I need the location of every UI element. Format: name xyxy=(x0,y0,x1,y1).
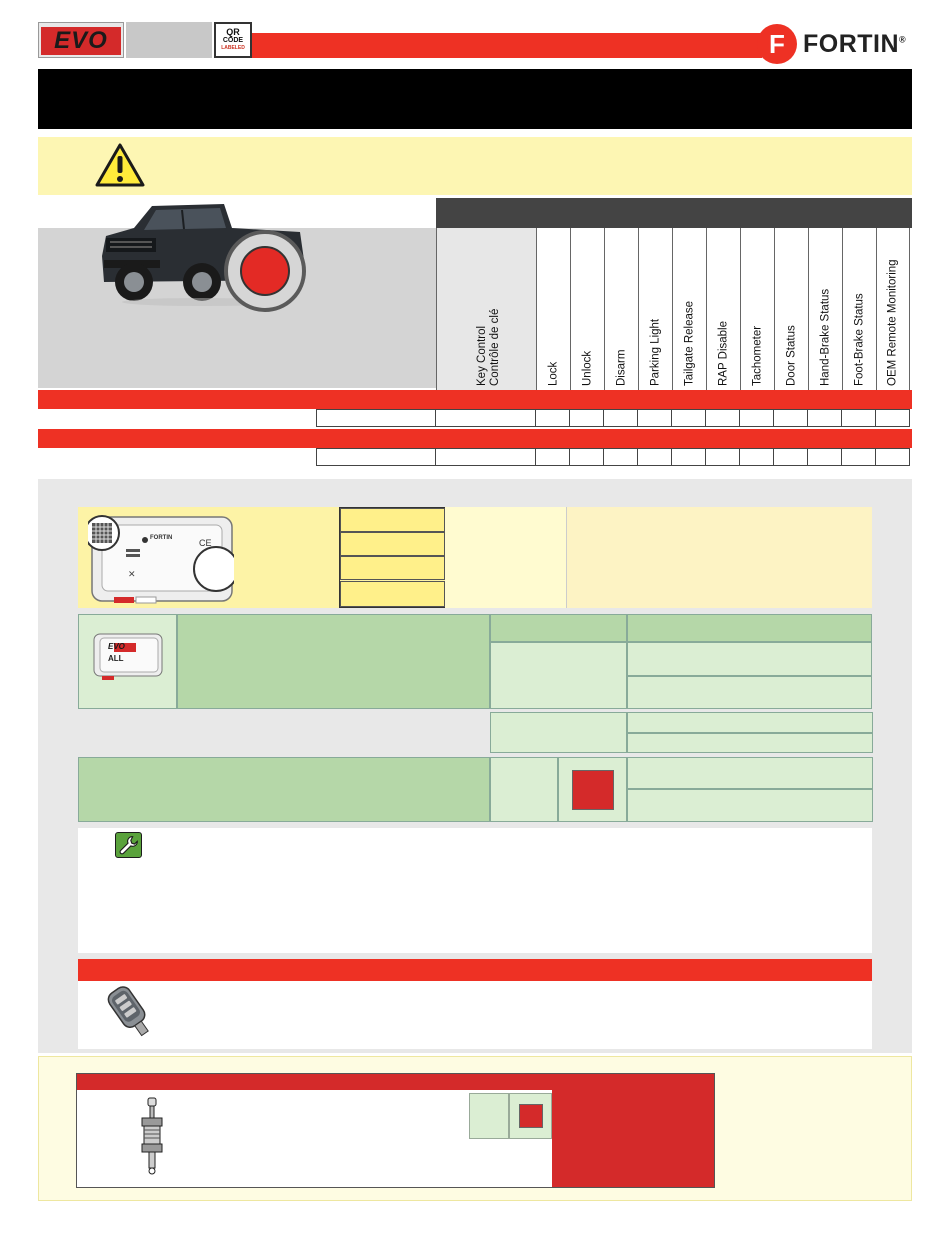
col-oem-remote-monitoring xyxy=(876,228,910,390)
module-label-brand: FORTIN xyxy=(150,535,173,541)
header-red-strip xyxy=(252,33,762,58)
col-label: Disarm xyxy=(615,349,627,386)
col-label: OEM Remote Monitoring xyxy=(886,259,899,386)
accessory-red-swatch xyxy=(519,1104,543,1128)
module-label-image xyxy=(88,515,234,605)
fortin-logo-text: FORTIN® xyxy=(803,30,907,58)
qr-code-badge xyxy=(214,22,252,58)
module-description-mid xyxy=(445,507,567,608)
svg-text:✕: ✕ xyxy=(128,569,136,579)
col-label: Parking Light xyxy=(649,318,661,386)
firmware-cell xyxy=(627,712,873,733)
option-cell xyxy=(627,789,873,822)
col-label: Key Control Contrôle de clé xyxy=(476,308,501,386)
section-red-bar-2 xyxy=(38,429,912,448)
col-label: Hand-Brake Status xyxy=(819,288,831,386)
accessory-red-panel xyxy=(552,1074,714,1187)
col-disarm xyxy=(604,228,638,390)
col-foot-brake-status xyxy=(842,228,876,390)
col-rap-disable xyxy=(706,228,740,390)
option-red-swatch xyxy=(572,770,614,810)
firmware-col-head-2 xyxy=(627,614,872,642)
hood-pin-switch-icon xyxy=(136,1096,168,1176)
qr-line-1: QR xyxy=(226,27,240,37)
evo-logo-text: EVO xyxy=(41,27,121,55)
col-label: Unlock xyxy=(581,350,593,386)
vehicle-color-indicator xyxy=(224,230,306,312)
fortin-logo-mark: F xyxy=(757,24,797,64)
col-door-status xyxy=(774,228,808,390)
header-grey-block xyxy=(126,22,212,58)
option-cell xyxy=(490,757,558,822)
col-key-control xyxy=(436,228,536,390)
warning-triangle-icon xyxy=(94,142,146,188)
key-fob-icon xyxy=(104,984,156,1040)
col-parking-light xyxy=(638,228,672,390)
col-lock xyxy=(536,228,570,390)
accessory-cell xyxy=(469,1093,509,1139)
option-description xyxy=(78,757,490,822)
col-unlock xyxy=(570,228,604,390)
module-tag-2 xyxy=(340,532,445,556)
feature-columns xyxy=(436,228,910,390)
remote-section-header xyxy=(78,959,872,981)
ce-mark: CE xyxy=(199,538,212,548)
red-status-dot xyxy=(240,246,290,296)
section-red-bar-1 xyxy=(38,390,912,409)
module-description-right xyxy=(567,507,872,608)
mini-module-sub: ALL xyxy=(108,654,124,663)
col-label: Tachometer xyxy=(751,325,763,386)
option-cell xyxy=(627,757,873,789)
col-label: Foot-Brake Status xyxy=(853,293,865,386)
warning-box xyxy=(38,137,912,195)
firmware-cell xyxy=(627,676,872,709)
feature-table-header xyxy=(436,198,912,228)
firmware-col-head-1 xyxy=(490,614,627,642)
evo-logo xyxy=(38,22,124,58)
title-bar xyxy=(38,69,912,129)
col-label: RAP Disable xyxy=(717,321,729,386)
qr-line-3: LABELED xyxy=(221,45,245,51)
firmware-description xyxy=(177,614,490,709)
table-row xyxy=(316,409,910,427)
module-tag-4 xyxy=(340,581,445,607)
table-row xyxy=(316,448,910,466)
firmware-cell xyxy=(627,642,872,676)
col-label: Lock xyxy=(547,361,559,386)
col-label: Tailgate Release xyxy=(683,300,695,386)
qr-line-2: CODE xyxy=(222,37,244,44)
module-tag-3 xyxy=(340,556,445,580)
remote-section-body xyxy=(78,981,872,1049)
col-tailgate-release xyxy=(672,228,706,390)
module-tag-1 xyxy=(340,508,445,532)
firmware-cell xyxy=(490,642,627,709)
firmware-cell xyxy=(627,733,873,753)
mini-module-logo: EVO xyxy=(108,642,125,651)
firmware-cell xyxy=(490,712,627,753)
col-label: Door Status xyxy=(785,325,797,386)
wrench-icon xyxy=(115,832,142,858)
installation-notes-box xyxy=(78,828,872,953)
col-hand-brake-status xyxy=(808,228,842,390)
evo-all-module-icon xyxy=(92,632,164,680)
accessory-header xyxy=(77,1074,552,1090)
accessory-swatch-cell xyxy=(509,1093,552,1139)
col-tachometer xyxy=(740,228,774,390)
